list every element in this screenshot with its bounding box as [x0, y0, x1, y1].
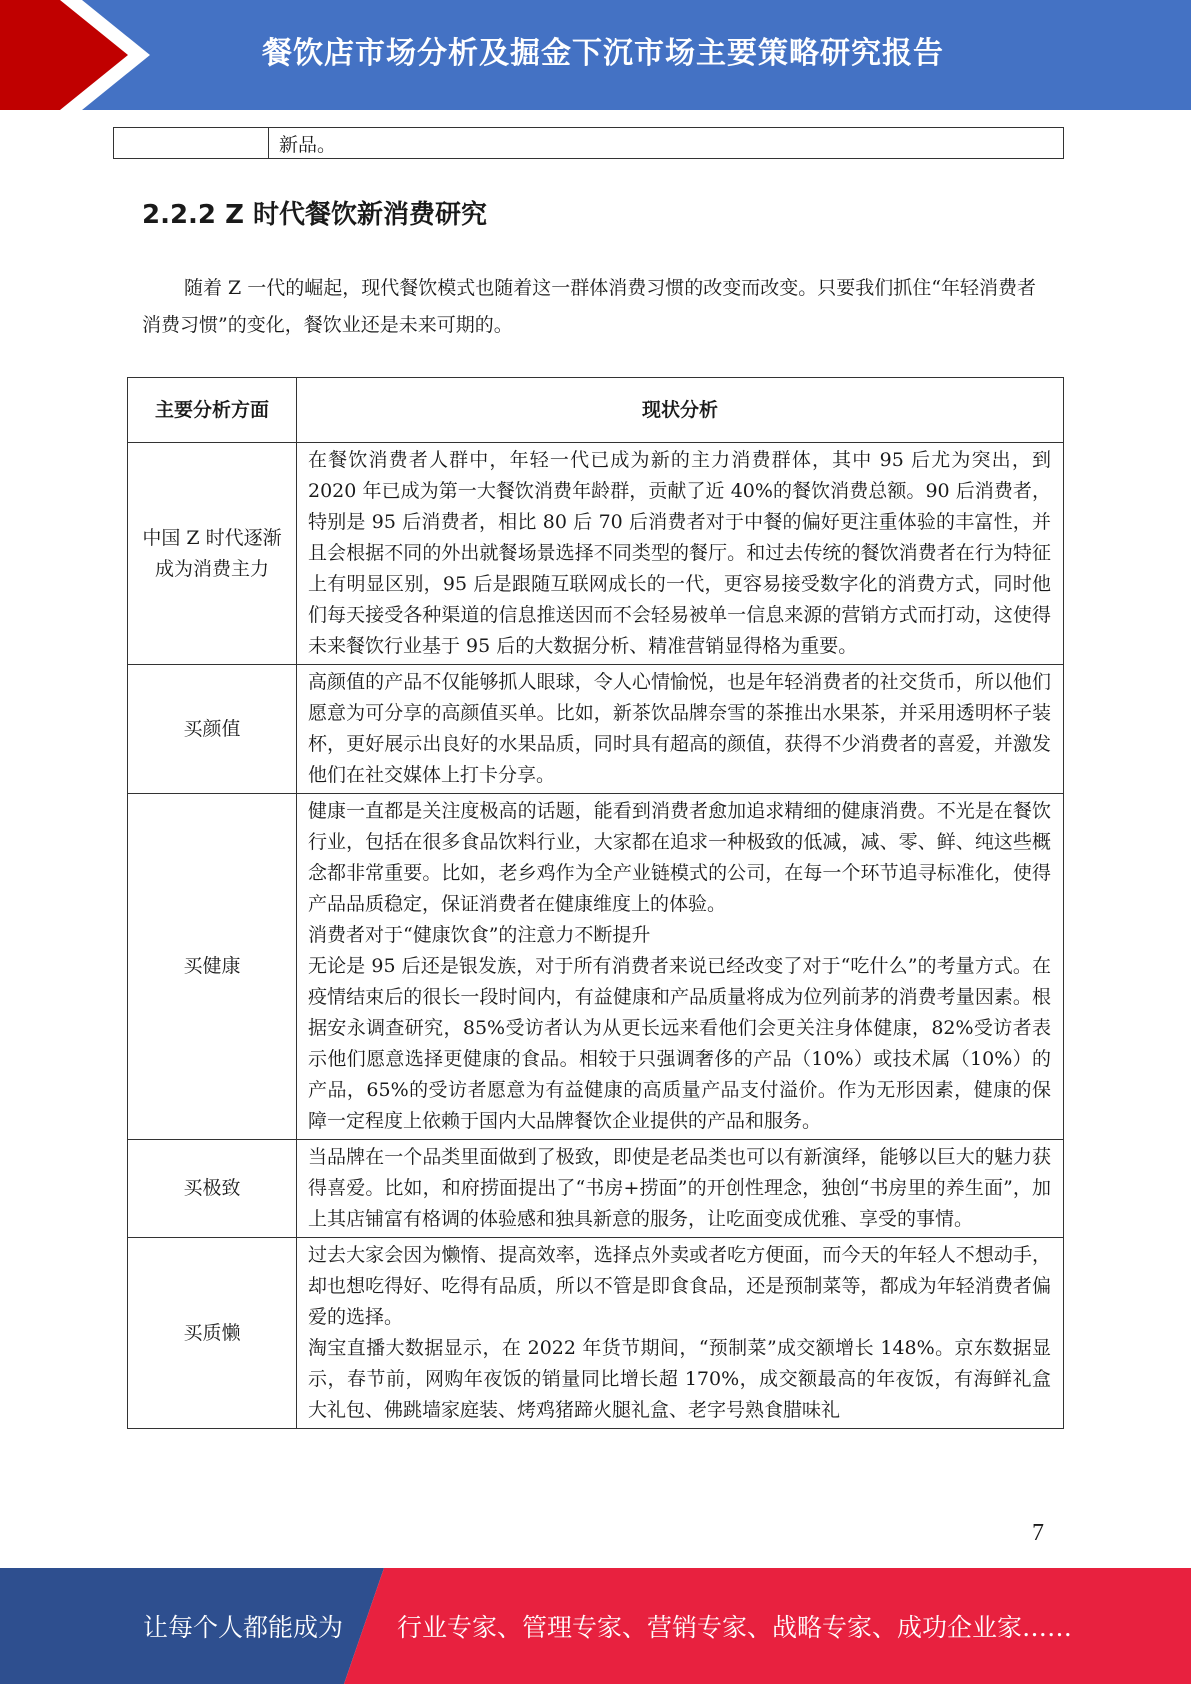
table-row	[128, 1140, 1064, 1238]
header-analysis: 现状分析	[297, 378, 1064, 443]
header-aspect: 主要分析方面	[128, 378, 297, 443]
footer-slogan-right: 行业专家、管理专家、营销专家、战略专家、成功企业家……	[397, 1613, 1073, 1642]
table-row	[128, 1238, 1064, 1429]
aspect-cell: 买健康	[128, 794, 297, 1140]
continuation-empty-cell	[114, 128, 269, 159]
analysis-table	[127, 377, 1064, 1429]
analysis-paragraph: 在餐饮消费者人群中，年轻一代已成为新的主力消费群体，其中 95 后尤为突出，到 2020 年已成为第一大餐饮消费年龄群，贡献了近 40%的餐饮消费总额。90 后消费者，特别是 95 后消费者，相比 80 后 70 后消费者对于中餐的偏好更注重体验的丰富性，并且会根据不同的外出就餐场景选择不同类型的餐厅。和过去传统的餐饮消费者在行为特征上有明显区别，95 后是跟随互联网成长的一代，更容易接受数字化的消费方式，同时他们每天接受各种渠道的信息推送因而不会轻易被单一信息来源的营销方式而打动，这使得未来餐饮行业基于 95 后的大数据分析、精准营销显得格为重要。	[308, 449, 1051, 657]
table-header-row	[128, 378, 1064, 443]
analysis-paragraph: 当品牌在一个品类里面做到了极致，即使是老品类也可以有新演绎，能够以巨大的魅力获得喜爱。比如，和府捞面提出了“书房+捞面”的开创性理念，独创“书房里的养生面”，加上其店铺富有格调的体验感和独具新意的服务，让吃面变成优雅、享受的事情。	[308, 1146, 1051, 1230]
aspect-cell: 买极致	[128, 1140, 297, 1238]
analysis-cell	[297, 443, 1064, 665]
analysis-paragraph: 消费者对于“健康饮食”的注意力不断提升	[308, 924, 651, 946]
page-header	[0, 0, 1191, 110]
page-number: 7	[1032, 1520, 1044, 1546]
analysis-cell	[297, 1238, 1064, 1429]
analysis-paragraph: 无论是 95 后还是银发族，对于所有消费者来说已经改变了对于“吃什么”的考量方式。在疫情结束后的很长一段时间内，有益健康和产品质量将成为位列前茅的消费考量因素。根据安永调查研究，85%受访者认为从更长远来看他们会更关注身体健康，82%受访者表示他们愿意选择更健康的食品。相较于只强调奢侈的产品（10%）或技术属（10%）的产品，65%的受访者愿意为有益健康的高质量产品支付溢价。作为无形因素，健康的保障一定程度上依赖于国内大品牌餐饮企业提供的产品和服务。	[308, 955, 1051, 1132]
section-heading: 2.2.2 Z 时代餐饮新消费研究	[142, 200, 487, 230]
aspect-cell: 买颜值	[128, 665, 297, 794]
analysis-cell	[297, 794, 1064, 1140]
intro-paragraph: 随着 Z 一代的崛起，现代餐饮模式也随着这一群体消费习惯的改变而改变。只要我们抓住“年轻消费者消费习惯”的变化，餐饮业还是未来可期的。	[142, 277, 1036, 336]
table-row	[128, 665, 1064, 794]
table-row	[128, 443, 1064, 665]
analysis-paragraph: 高颜值的产品不仅能够抓人眼球，令人心情愉悦，也是年轻消费者的社交货币，所以他们愿意为可分享的高颜值买单。比如，新茶饮品牌奈雪的茶推出水果茶，并采用透明杯子装杯，更好展示出良好的水果品质，同时具有超高的颜值，获得不少消费者的喜爱，并激发他们在社交媒体上打卡分享。	[308, 671, 1051, 786]
page-footer	[0, 1568, 1191, 1684]
header-title: 餐饮店市场分析及掘金下沉市场主要策略研究报告	[262, 36, 944, 71]
aspect-cell: 中国 Z 时代逐渐成为消费主力	[128, 443, 297, 665]
analysis-cell	[297, 1140, 1064, 1238]
aspect-cell: 买质懒	[128, 1238, 297, 1429]
analysis-cell	[297, 665, 1064, 794]
continuation-text-cell: 新品。	[269, 128, 1064, 159]
table-row	[128, 794, 1064, 1140]
analysis-paragraph: 淘宝直播大数据显示，在 2022 年货节期间，“预制菜”成交额增长 148%。京东数据显示，春节前，网购年夜饭的销量同比增长超 170%，成交额最高的年夜饭，有海鲜礼盒大礼包、佛跳墙家庭装、烤鸡猪蹄火腿礼盒、老字号熟食腊味礼	[308, 1337, 1051, 1421]
analysis-paragraph: 过去大家会因为懒惰、提高效率，选择点外卖或者吃方便面，而今天的年轻人不想动手，却也想吃得好、吃得有品质，所以不管是即食食品，还是预制菜等，都成为年轻消费者偏爱的选择。	[308, 1244, 1051, 1328]
analysis-paragraph: 健康一直都是关注度极高的话题，能看到消费者愈加追求精细的健康消费。不光是在餐饮行业，包括在很多食品饮料行业，大家都在追求一种极致的低减，减、零、鲜、纯这些概念都非常重要。比如，老乡鸡作为全产业链模式的公司，在每一个环节追寻标准化，使得产品品质稳定，保证消费者在健康维度上的体验。	[308, 800, 1051, 915]
continuation-table	[113, 127, 1064, 159]
footer-slogan-left: 让每个人都能成为	[143, 1613, 344, 1642]
